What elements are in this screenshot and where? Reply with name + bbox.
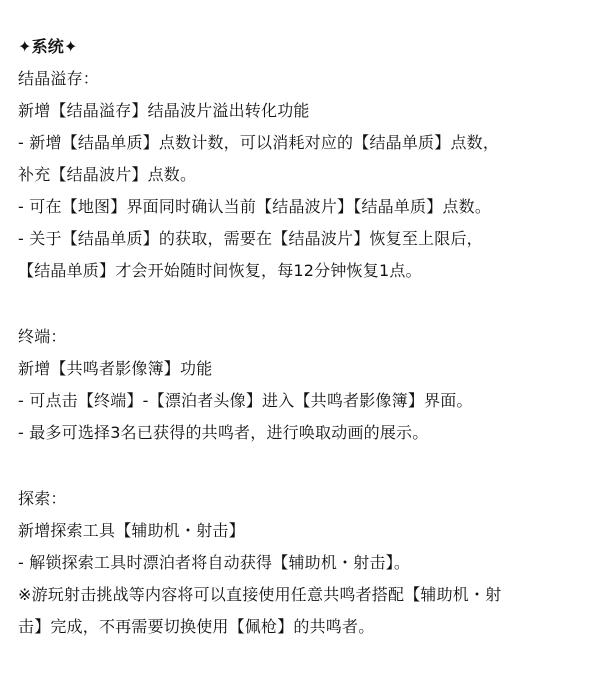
section-title-exploration: 探索：: [18, 489, 67, 508]
section-title-terminal: 终端：: [18, 327, 67, 346]
section-title-crystal-overflow: 结晶溢存：: [18, 69, 100, 88]
text-line: ※游玩射击挑战等内容将可以直接使用任意共鸣者搭配【辅助机・射: [18, 585, 502, 604]
text-line: 新增【结晶溢存】结晶波片溢出转化功能: [18, 101, 310, 120]
text-line: 击】完成，不再需要切换使用【佩枪】的共鸣者。: [18, 617, 375, 636]
section-header-system: ✦系统✦: [18, 37, 78, 56]
text-line: - 关于【结晶单质】的获取，需要在【结晶波片】恢复至上限后，: [18, 229, 483, 248]
text-line: 新增探索工具【辅助机・射击】: [18, 521, 245, 540]
text-line: 【结晶单质】才会开始随时间恢复，每12分钟恢复1点。: [18, 261, 422, 280]
text-line: - 可在【地图】界面同时确认当前【结晶波片】【结晶单质】点数。: [18, 197, 492, 216]
text-line: - 解锁探索工具时漂泊者将自动获得【辅助机・射击】。: [18, 553, 411, 572]
text-line: - 最多可选择3名已获得的共鸣者，进行唤取动画的展示。: [18, 423, 429, 442]
text-line: 新增【共鸣者影像簿】功能: [18, 359, 213, 378]
text-line: - 新增【结晶单质】点数计数，可以消耗对应的【结晶单质】点数，: [18, 133, 500, 152]
text-line: 补充【结晶波片】点数。: [18, 165, 197, 184]
text-line: - 可点击【终端】-【漂泊者头像】进入【共鸣者影像簿】界面。: [18, 391, 473, 410]
